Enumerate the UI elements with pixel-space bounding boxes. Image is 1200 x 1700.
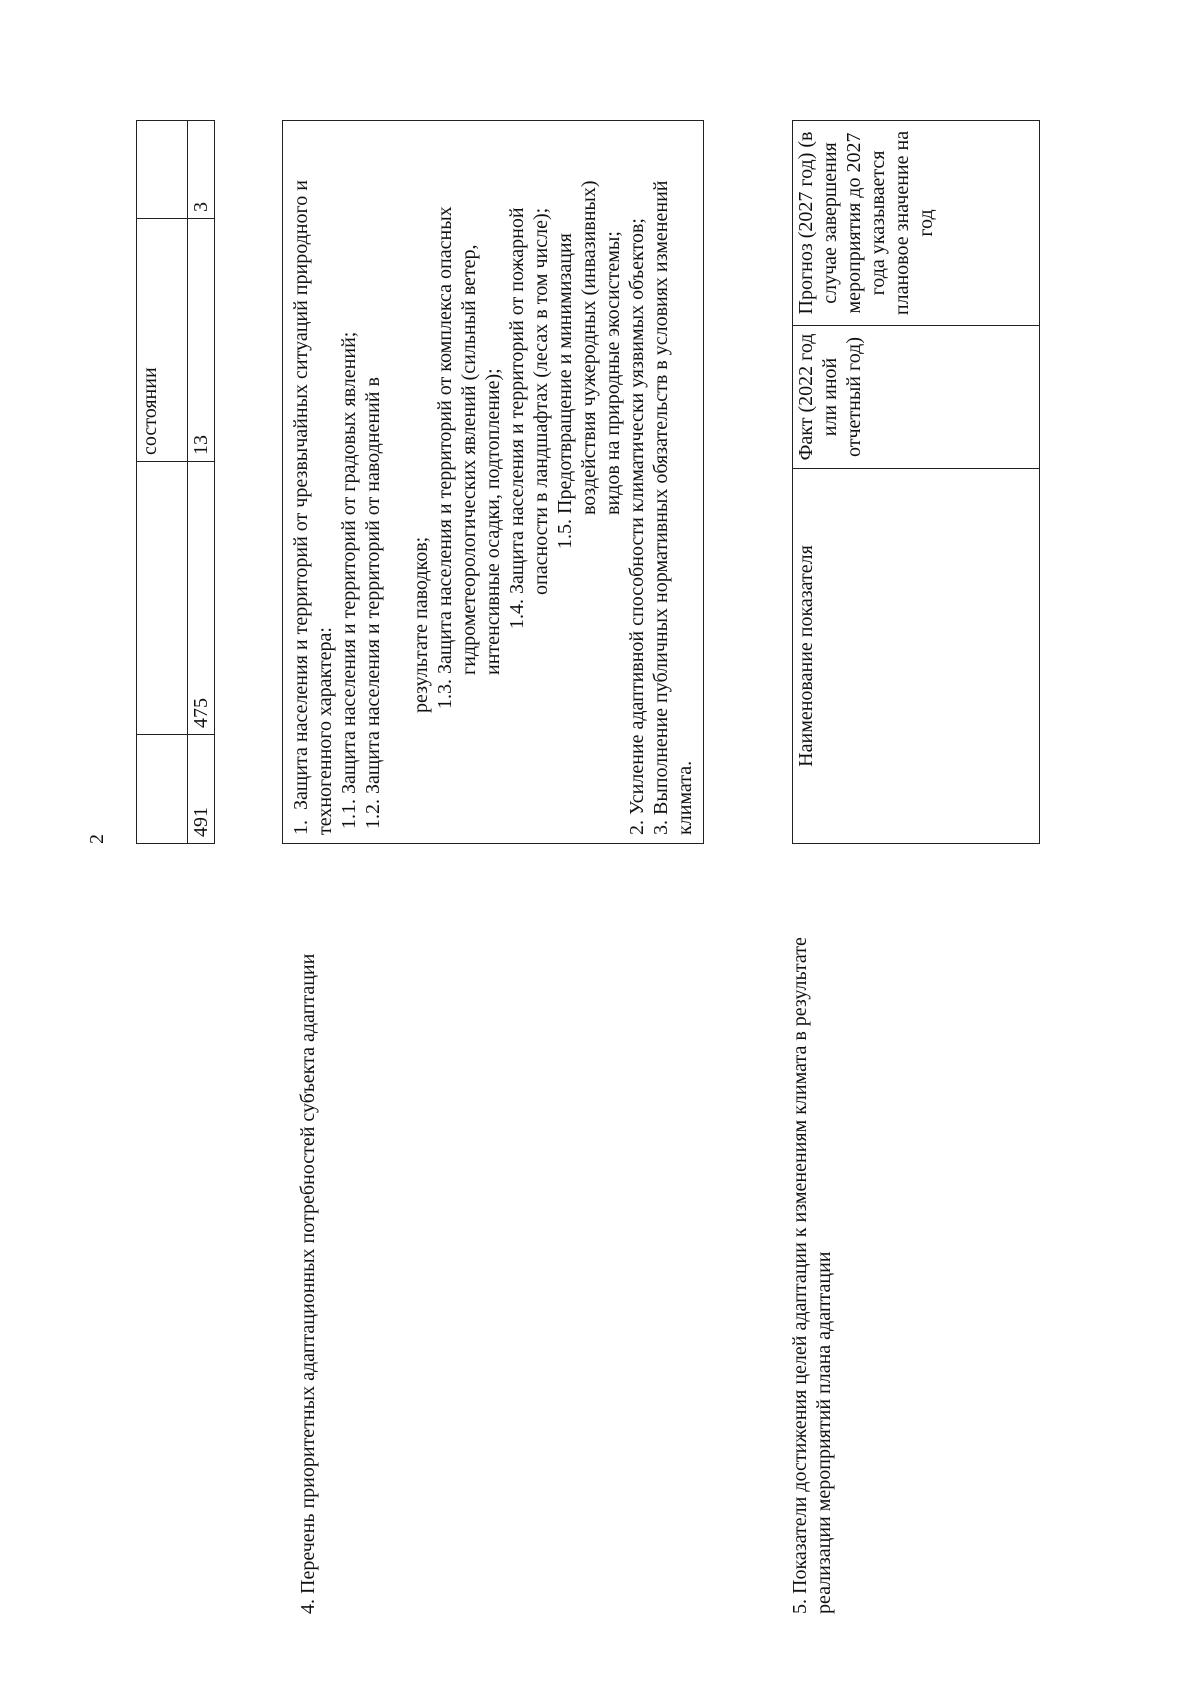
table-row (793, 121, 1040, 844)
value-cell: 3 (188, 121, 215, 219)
section-4-label: 4. Перечень приоритетных адаптационных потребностей субъекта адаптации (297, 953, 319, 1614)
priority-item: 1. Защита населения и территорий от чрезвычайных ситуаций природного и техногенного характера: (290, 180, 336, 835)
forecast-header (793, 121, 1040, 326)
table-row (283, 121, 704, 844)
value-cell: 475 (188, 462, 215, 735)
priority-item: результате паводков; (410, 536, 432, 713)
summary-table (136, 120, 215, 844)
priority-item: 1.2. Защита населения и территорий от наводнений в (362, 377, 384, 829)
forecast-label: Прогноз (2027 год) (в случае завершения мероприятия до 2027 года указывается плановое значение на год (795, 130, 937, 316)
header-cell: состоянии (137, 219, 188, 462)
table-row (188, 121, 215, 844)
priority-item: 1.1. Защита населения и территорий от градовых явлений; (338, 331, 360, 829)
table-row (137, 121, 188, 844)
indicator-name-label: Наименование показателя (795, 545, 817, 767)
value-cell: 491 (188, 735, 215, 844)
indicator-name-header (793, 469, 1040, 844)
header-cell (137, 121, 188, 219)
page-number: 2 (86, 834, 108, 844)
fact-label: Факт (2022 год или иной отчетный год) (795, 333, 865, 461)
header-cell (137, 735, 188, 844)
priorities-table (282, 120, 704, 844)
section-5-label: 5. Показатели достижения целей адаптации к изменениям климата в результате реализации мероприятий плана адаптации (789, 937, 835, 1614)
indicators-table (792, 120, 1040, 844)
fact-header (793, 326, 1040, 469)
value-cell: 13 (188, 219, 215, 462)
priority-item: 1.4. Защита населения и территорий от пожарной опасности в ландшафтах (лесах в том числе); (506, 207, 552, 629)
priority-item: 1.3. Защита населения и территорий от комплекса опасных гидрометеорологических явлений (сильный ветер, интенсивные осадки, подтопление); (434, 206, 504, 709)
header-cell (137, 462, 188, 735)
priority-item: 2. Усиление адаптивной способности климатически уязвимых объектов; (626, 218, 648, 835)
priorities-cell (283, 121, 704, 844)
priority-item: 3. Выполнение публичных нормативных обязательств в условиях изменений климата. (650, 180, 696, 835)
priority-item: 1.5. Предотвращение и минимизация воздействия чужеродных (инвазивных) видов на природные экосистемы; (554, 180, 624, 549)
